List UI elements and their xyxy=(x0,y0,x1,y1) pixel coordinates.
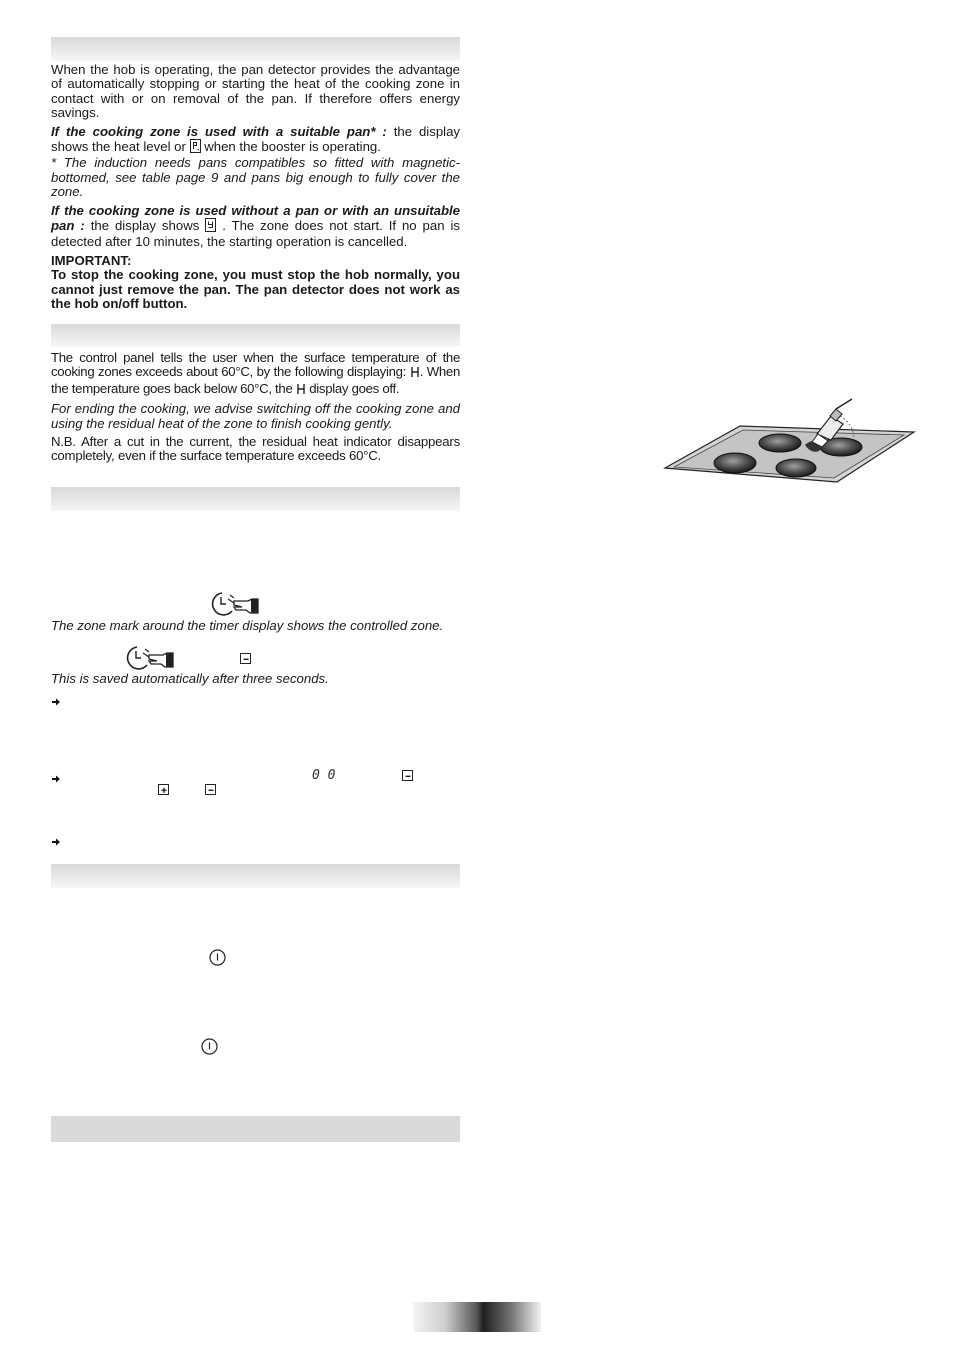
residual-heat-section xyxy=(51,351,460,464)
residual-heat-paragraph: The control panel tells the user when the surface temperature of the cooking zones exceeds about 60°C, by the following displaying: . When the temperature goes back below 60°C, the display goes off. xyxy=(51,351,460,398)
residual-heat-advice: For ending the cooking, we advise switching off the cooking zone and using the residual heat of the zone to finish cooking gently. xyxy=(51,401,460,431)
no-pan-display-icon xyxy=(205,218,216,235)
unsuitable-pan-paragraph: If the cooking zone is used without a pan or with an unsuitable pan : the display shows . The zone does not start. If no pan is detected after 10 minutes, the starting operation is cancelled. xyxy=(51,202,461,250)
section-header-pan-detector xyxy=(51,37,460,61)
auto-save-note: This is saved automatically after three seconds. xyxy=(51,671,329,686)
important-text: To stop the cooking zone, you must stop the hob normally, you cannot just remove the pan. The pan detector does not work as the hob on/off button. xyxy=(51,267,460,312)
unsuitable-pan-heading: If the cooking zone is used without a pan or with an unsuitable pan : xyxy=(51,202,460,234)
power-icon xyxy=(201,1038,218,1060)
pan-detector-intro: When the hob is operating, the pan detector provides the advantage of automatically stopping or starting the heat of the cooking zone in contact with or on removal of the pan. If therefore offers energy savings. xyxy=(51,62,460,121)
minus-key-icon xyxy=(240,653,251,664)
suitable-pan-paragraph: If the cooking zone is used with a suitable pan* : the display shows the heat level or when the booster is operating. xyxy=(51,125,460,157)
section-header-residual-heat xyxy=(51,324,460,347)
page-footer-tab xyxy=(413,1302,541,1332)
important-label: IMPORTANT: xyxy=(51,252,132,268)
section-header-timer xyxy=(51,487,460,511)
residual-heat-h-icon xyxy=(410,366,420,381)
minus-key-icon xyxy=(205,784,216,795)
induction-pan-note: * The induction needs pans compatibles so fitted with magnetic-bottomed, see table page 9 and pans big enough to fully cover the zone. xyxy=(51,155,460,200)
timer-display-00: 0 0 xyxy=(312,768,336,783)
arrow-right-icon xyxy=(51,834,61,844)
zone-mark-note: The zone mark around the timer display shows the controlled zone. xyxy=(51,618,444,633)
arrow-right-icon xyxy=(51,771,61,781)
suitable-pan-heading: If the cooking zone is used with a suitable pan* : xyxy=(51,123,387,139)
hob-cleaning-illustration xyxy=(662,398,916,493)
arrow-right-icon xyxy=(51,694,61,704)
section-header-maintenance xyxy=(51,1116,460,1142)
minus-key-icon xyxy=(402,770,413,781)
plus-key-icon xyxy=(158,784,169,795)
pan-detector-section xyxy=(51,63,460,312)
residual-heat-nb: N.B. After a cut in the current, the residual heat indicator disappears completely, even if the surface temperature exceeds 60°C. xyxy=(51,434,460,464)
residual-heat-h-icon xyxy=(296,383,306,398)
section-header-locking xyxy=(51,864,460,888)
power-icon xyxy=(209,949,226,971)
booster-p-display-icon xyxy=(190,139,201,156)
